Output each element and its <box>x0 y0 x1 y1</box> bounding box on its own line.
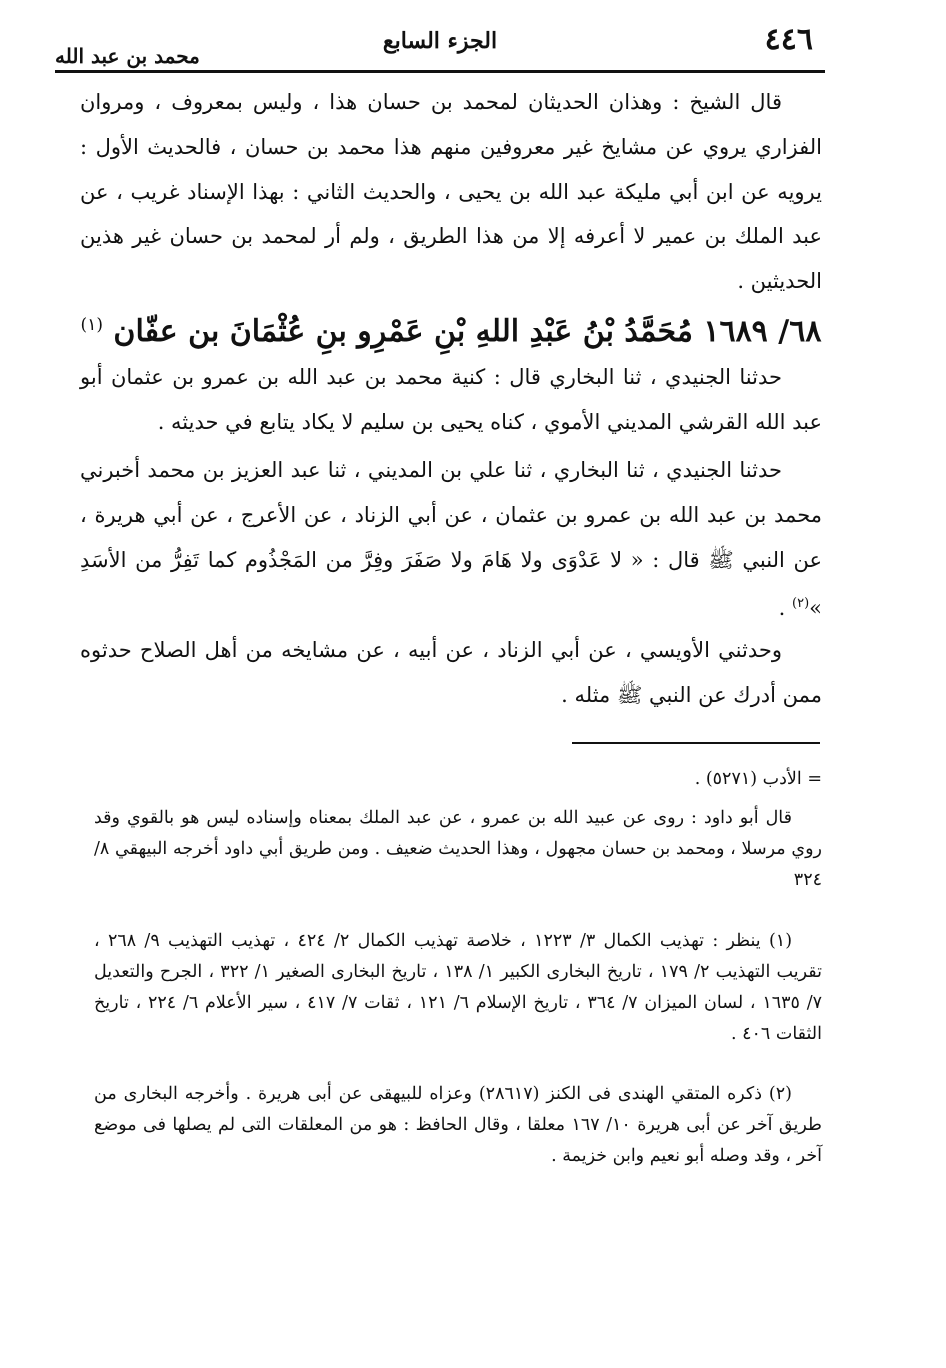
paragraph-text: حدثنا الجنيدي ، ثنا البخاري قال : كنية محمد بن عبد الله بن عمرو بن عثمان أبو عبد الله القرشي المديني الأموي ، كناه يحيى بن سليم لا يكاد يتابع في حديثه . <box>80 365 822 434</box>
paragraph-commentary <box>80 80 822 304</box>
paragraph-text: وحدثني الأويسي ، عن أبي الزناد ، عن أبيه ، عن مشايخه من أهل الصلاح حدثوه ممن أدرك عن النبي ﷺ مثله . <box>80 638 822 707</box>
footnote-abu-dawud <box>94 803 822 896</box>
footnote-ref-1: (١) <box>80 315 103 335</box>
paragraph-text <box>80 448 822 631</box>
footnote-text: (٢) ذكره المتقي الهندى فى الكنز (٢٨٦١٧) وعزاه للبيهقى عن أبى هريرة . وأخرجه البخارى من طريق آخر عن أبى هريرة ١٠/ ١٦٧ معلقا ، وقال الحافظ : هو من المعلقات التى لم يصلها فى موضع آخر ، وقد وصله أبو نعيم وابن خزيمة . <box>94 1084 822 1166</box>
footnote-text: قال أبو داود : روى عن عبيد الله بن عمرو ، عن عبد الملك بمعناه وإسناده ليس هو بالقوي وقد روي مرسلا ، ومحمد بن حسان مجهول ، وهذا الحديث ضعيف . ومن طريق أبي داود أخرجه البيهقي ٨/ ٣٢٤ <box>94 808 822 890</box>
hadith-text: حدثنا الجنيدي ، ثنا البخاري ، ثنا علي بن المديني ، ثنا عبد العزيز بن محمد أخبرني محمد بن عبد الله بن عمرو بن عثمان ، عن أبي الزناد ، عن الأعرج ، عن أبي هريرة ، عن النبي ﷺ قال : « لا عَدْوَى ولا هَامَ ولا صَفَرَ وفِرَّ من المَجْذُوم كما تَفِرُّ من الأسَدِ » <box>80 458 822 621</box>
hadith-end: . <box>778 596 792 621</box>
footnote-text: = الأدب (٥٢٧١) . <box>694 769 822 789</box>
page-header <box>55 22 825 68</box>
volume-title: الجزء السابع <box>382 28 498 54</box>
footnote-ref-2: (٢) <box>792 596 810 612</box>
footnote-2 <box>94 1079 822 1172</box>
paragraph-kunya <box>80 355 822 445</box>
footnote-text: (١) ينظر : تهذيب الكمال ٣/ ١٢٢٣ ، خلاصة تهذيب الكمال ٢/ ٤٢٤ ، تهذيب التهذيب ٩/ ٢٦٨ ، تقريب التهذيب ٢/ ١٧٩ ، تاريخ البخارى الكبير ١/ ١٣٨ ، تاريخ البخارى الصغير ١/ ٣٢٢ ، الجرح والتعديل ٧/ ١٦٣٥ ، لسان الميزان ٧/ ٣٦٤ ، تاريخ الإسلام ٦/ ١٢١ ، ثقات ٧/ ٤١٧ ، سير الأعلام ٦/ ٢٢٤ ، تاريخ الثقات ٤٠٦ . <box>94 931 822 1044</box>
paragraph-text: قال الشيخ : وهذان الحديثان لمحمد بن حسان هذا ، وليس بمعروف ، ومروان الفزاري يروي عن مشايخ غير معروفين منهم هذا محمد بن حسان ، فالحديث الأول : يرويه عن ابن أبي مليكة عبد الله بن يحيى ، والحديث الثاني : بهذا الإسناد غريب ، عن عبد الملك بن عمير لا أعرفه إلا من هذا الطريق ، ولم أر لمحمد بن حسان غير هذين الحديثين . <box>80 90 822 294</box>
footnote-continuation <box>94 764 822 795</box>
running-header-name: محمد بن عبد الله <box>55 44 200 68</box>
paragraph-chain <box>80 628 822 718</box>
paragraph-hadith <box>80 448 822 631</box>
footnote-separator <box>572 742 820 744</box>
footnote-1 <box>94 926 822 1050</box>
header-rule <box>55 70 825 73</box>
page-number: ٤٤٦ <box>764 22 813 57</box>
entry-heading <box>80 300 822 357</box>
entry-heading-text: ٦٨/ ١٦٨٩ مُحَمَّدُ بْنُ عَبْدِ اللهِ بْنِ عَمْرِو بنِ عُثْمَانَ بن عفّان <box>113 314 822 349</box>
